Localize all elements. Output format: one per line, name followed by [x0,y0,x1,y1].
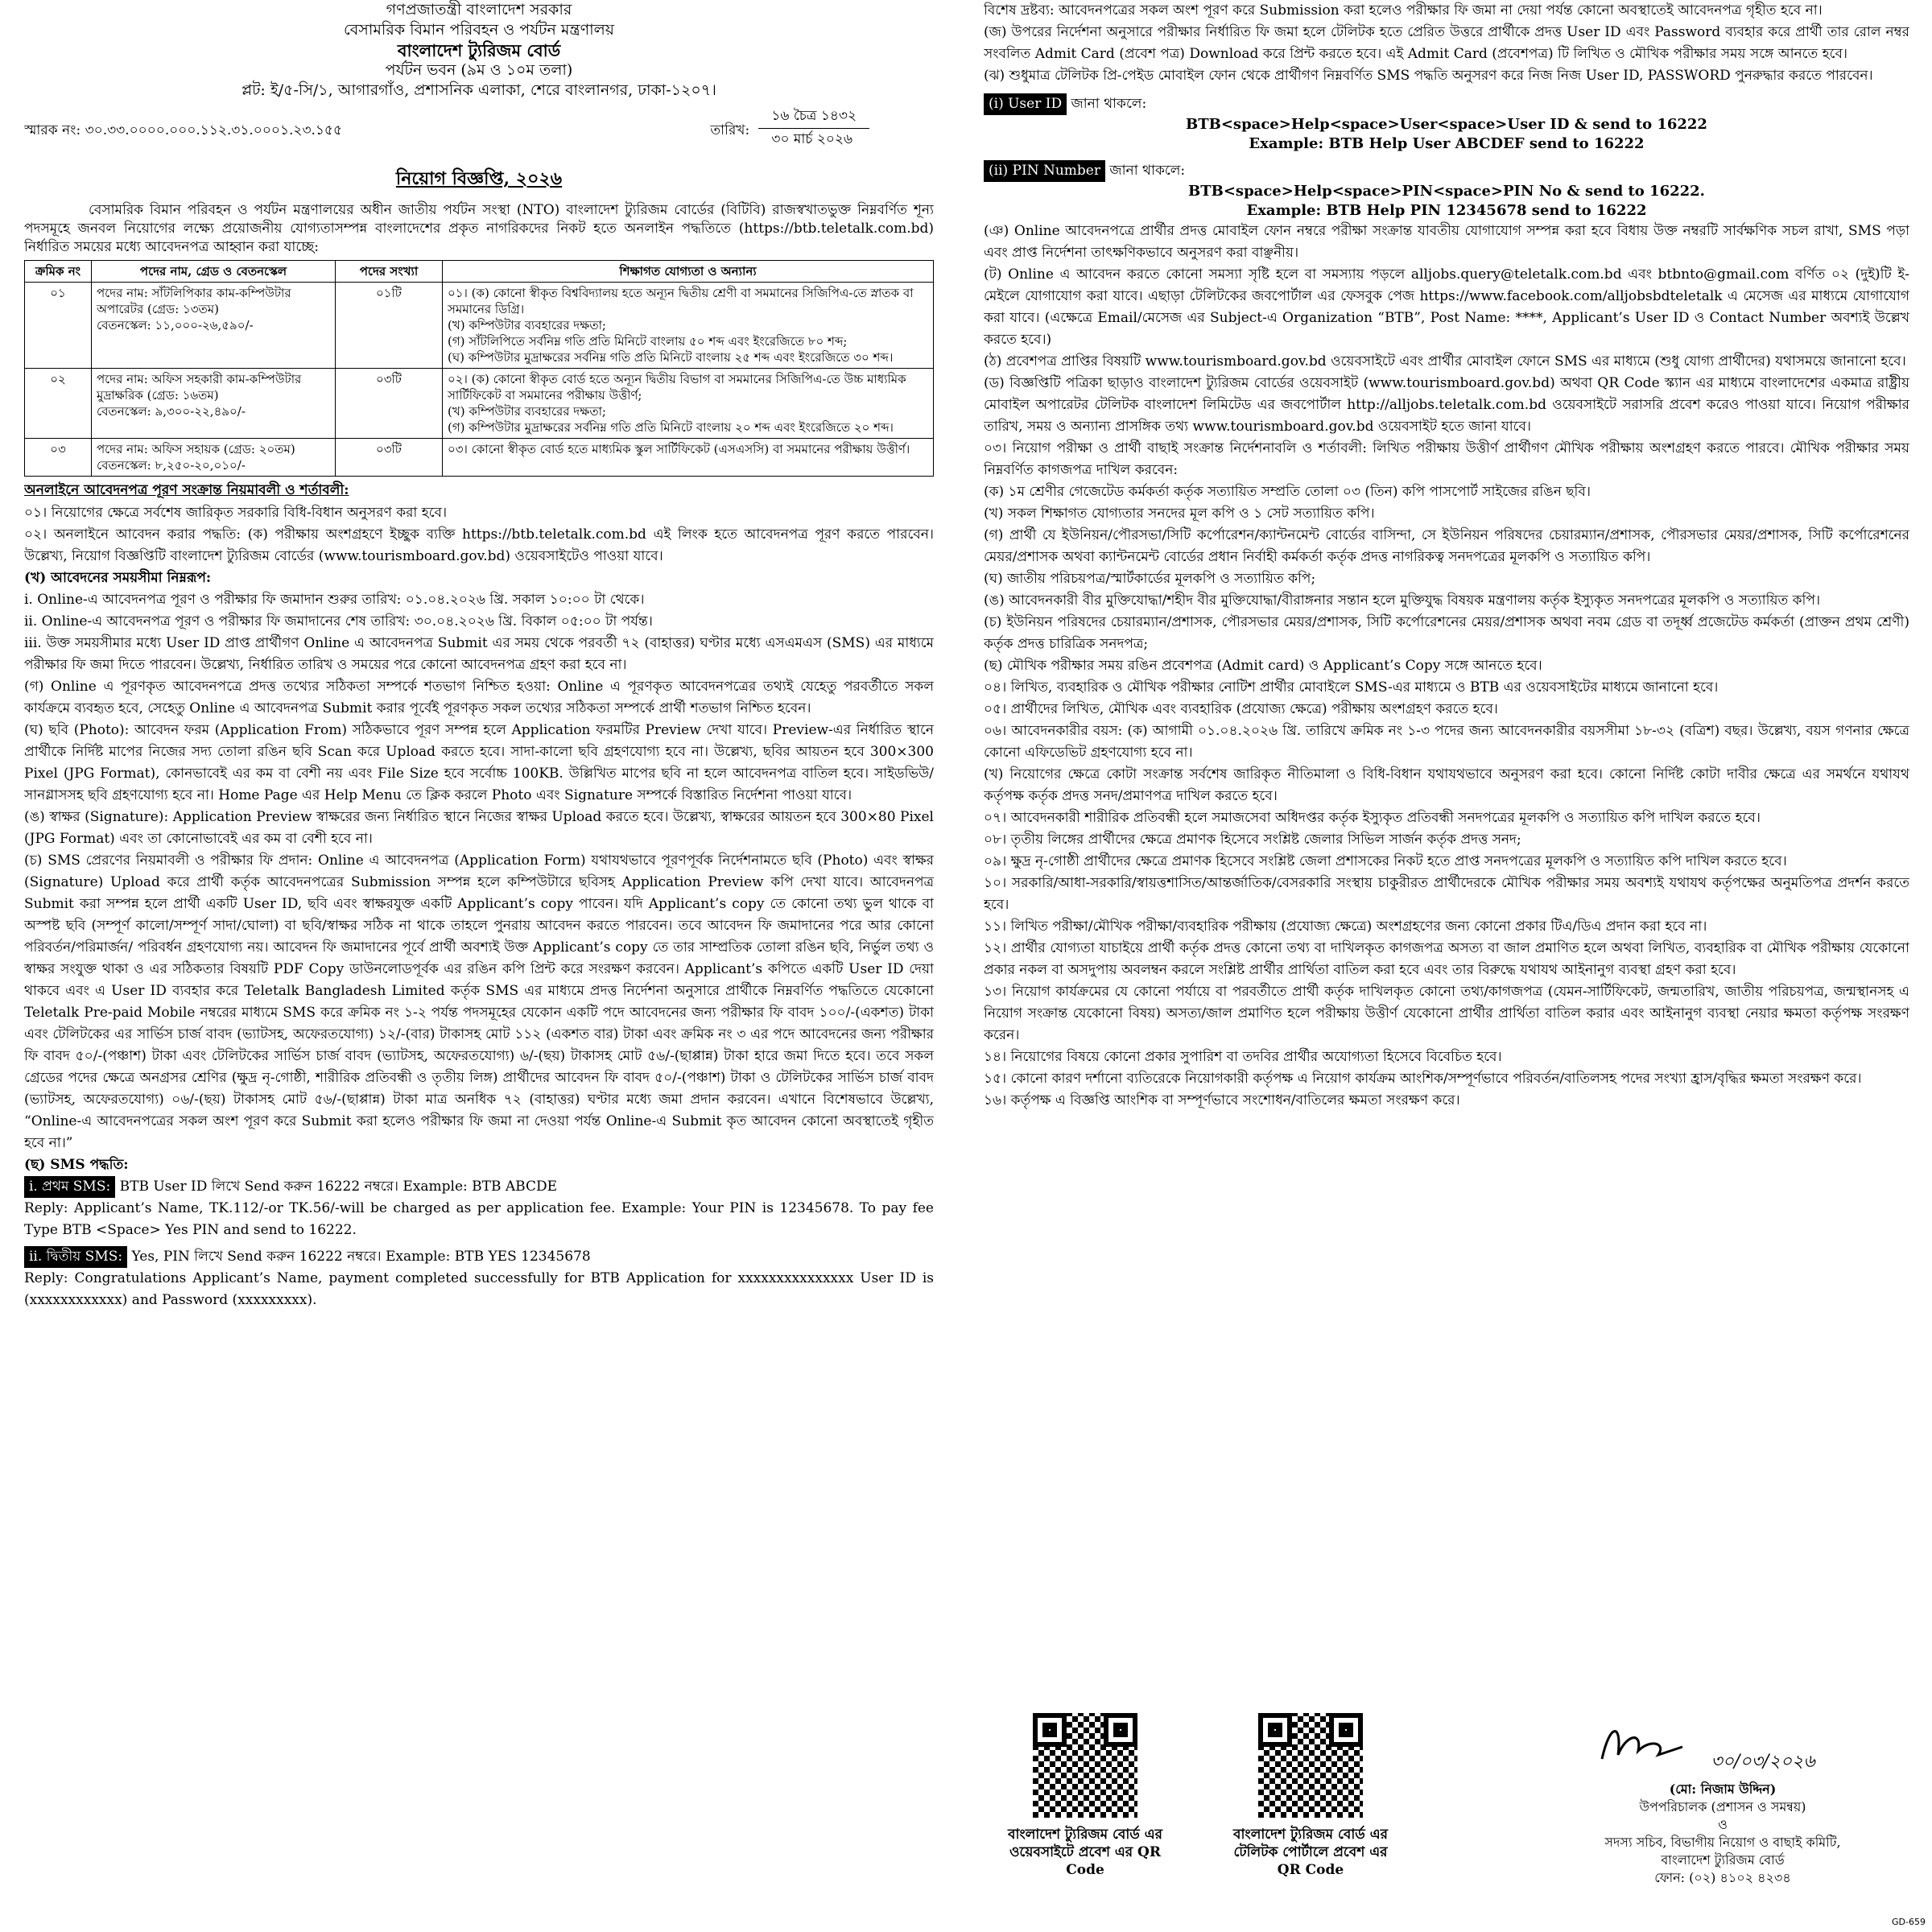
term-02: ০২। অনলাইনে আবেদন করার পদ্ধতি: (ক) পরীক্ষায় অংশগ্রহণে ইচ্ছুক ব্যক্তি https://btb.teletalk.com.bd এই লিংক হতে আবেদনপত্র পূরণ করতে পারবেন। উল্লেখ্য, নিয়োগ বিজ্ঞপ্তিটি বাংলাদেশ ট্যুরিজম বোর্ডের (www.tourismboard.gov.bd) ওয়েবসাইটেও পাওয়া যাবে। [24,526,934,564]
term-13: ১৩। নিয়োগ কার্যক্রমের যে কোনো পর্যায়ে বা পরবর্তীতে প্রার্থী কর্তৃক দাখিলকৃত কোনো তথ্য/কাগজপত্র (যেমন-সার্টিফিকেট, জন্মতারিখ, জাতীয় পরিচয়পত্র, জন্মস্থানসহ এ নিয়োগ সংক্রান্ত যেকোনো বিষয়) অসত্য/জাল প্রমাণিত হলে পরীক্ষায় উত্তীর্ণ যেকোনো প্রার্থীর প্রার্থিতা বাতিল করার এবং আইনানুগ ব্যবস্থা নেয়ার ক্ষমতা কর্তৃপক্ষ সংরক্ষণ করেন। [984,984,1909,1043]
letterhead [24,0,934,101]
term-kh-i: i. Online-এ আবেদনপত্র পূরণ ও পরীক্ষার ফি জমাদান শুরুর তারিখ: ০১.০৪.২০২৬ খ্রি. সকাল ১০:০০ টা থেকে। [24,592,645,608]
left-terms [24,480,934,1311]
userid-command: BTB<space>Help<space>User<space>User ID & send to 16222 [1186,116,1707,133]
col-post: পদের নাম, গ্রেড ও বেতনস্কেল [92,261,336,283]
signatory-name: (মো: নিজাম উদ্দিন) [1669,1781,1777,1797]
row-qualification [443,439,934,477]
qual-line: (ঘ) কম্পিউটার মুদ্রাক্ষরের সর্বনিম্ন গতি প্রতি মিনিটে বাংলায় ২৫ শব্দ এবং ইংরেজিতে ৩০ শব্দ। [448,350,894,365]
col-serial: ক্রমিক নং [25,261,92,283]
qr-caption-website: বাংলাদেশ ট্যুরিজম বোর্ড এর ওয়েবসাইটে প্রবেশ এর QR Code [1007,1827,1163,1878]
sms-second-reply: Reply: Congratulations Applicant’s Name, payment completed successfully for BTB Application for xxxxxxxxxxxxxxx User ID is (xxxxxxxxxxxx) and Password (xxxxxxxxx). [24,1270,934,1308]
term-nya: (ঞ) Online আবেদনপত্রে প্রার্থীর প্রদত্ত মোবাইল ফোন নম্বরে পরীক্ষা সংক্রান্ত যাবতীয় যোগাযোগ সম্পন্ন করা হবে বিধায় উক্ত নম্বরটি সার্বক্ষণিক সচল রাখা, SMS পড়া এবং প্রাপ্ত নির্দেশনা তাৎক্ষণিকভাবে অনুসরণ করা বাঞ্ছনীয়। [984,223,1909,261]
term-06-kh: (খ) নিয়োগের ক্ষেত্রে কোটা সংক্রান্ত সর্বশেষ জারিকৃত নীতিমালা ও বিধি-বিধান যথাযথভাবে অনুসরণ করা হবে। কোনো নির্দিষ্ট কোটা দাবীর ক্ষেত্রে এর সমর্থনে যথাযথ কর্তৃপক্ষ কর্তৃক প্রদত্ত সনদ/প্রমাণপত্র দাখিল করতে হবে। [984,766,1909,804]
term-03-ch: (চ) ইউনিয়ন পরিষদের চেয়ারম্যান/প্রশাসক, পৌরসভার মেয়র/প্রশাসক, সিটি কর্পোরেশনের মেয়র/প্রশাসক অথবা নবম গ্রেড বা তদূর্ধ্ব প্রজেটেড কর্মকর্তা (প্রাক্তন প্রথম শ্রেণী) কর্তৃক প্রদত্ত চারিত্রিক সনদপত্র; [984,614,1909,652]
qual-line: ০২। (ক) কোনো স্বীকৃত বোর্ড হতে অন্যূন দ্বিতীয় বিভাগ বা সমমানের সিজিপিএ-তে উচ্চ মাধ্যমিক সার্টিফিকেট বা সমমানের পরীক্ষায় উত্তীর্ণ; [448,372,906,402]
qual-line: (খ) কম্পিউটার ব্যবহারের দক্ষতা; [448,404,606,419]
term-cha-sms-fee: (চ) SMS প্রেরণের নিয়মাবলী ও পরীক্ষার ফি প্রদান: Online এ আবেদনপত্র (Application Form) যথাযথভাবে পূরণপূর্বক নির্দেশনামতে ছবি (Photo) এবং স্বাক্ষর (Signature) Upload করে প্রার্থী কর্তৃক আবেদনপত্রের Submission সম্পন্ন হলে কম্পিউটারে ছবিসহ Application Preview কপি দেখা যাবে। আবেদনপত্র Submit করা সম্পন্ন হলে প্রার্থী একটি User ID, ছবি এবং স্বাক্ষরযুক্ত একটি Applicant’s copy পাবেন। যদি Applicant’s copy তে কোনো তথ্য ভুল থাকে বা অস্পষ্ট ছবি (সম্পূর্ণ কালো/সম্পূর্ণ সাদা/ঘোলা) বা ছবি/স্বাক্ষর সঠিক না থাকে তাহলে পুনরায় আবেদন করতে পারবেন। তবে আবেদন ফি জমাদানের পরে আর কোনো পরিবর্তন/পরিমার্জন/ পরিবর্ধন গ্রহণযোগ্য নয়। আবেদন ফি জমাদানের পূর্বে প্রার্থী অবশ্যই উক্ত Applicant’s copy তে তার সাম্প্রতিক তোলা রঙিন ছবি, নির্ভুল তথ্য ও স্বাক্ষর সংযুক্ত থাকা ও এর সঠিকতার বিষয়টি PDF Copy ডাউনলোডপূর্বক এর রঙিন কপি প্রিন্ট করে সংরক্ষণ করবেন। Applicant’s কপিতে একটি User ID দেয়া থাকবে এবং এ User ID ব্যবহার করে Teletalk Bangladesh Limited কর্তৃক SMS এর মাধ্যমে প্রদত্ত নির্দেশনা অনুসারে প্রার্থীকে নিম্নবর্ণিত পদ্ধতিতে যেকোনো Teletalk Pre-paid Mobile নম্বরের মাধ্যমে SMS করে ক্রমিক নং ১-২ পর্যন্ত পদসমূহের যেকোন একটি পদে আবেদনের জন্য পরীক্ষার ফি বাবদ ১০০/-(একশত) টাকা এবং টেলিটকের এর সার্ভিস চার্জ বাবদ (ভ্যাটসহ, অফেরতযোগ্য) ১২/-(বার) টাকাসহ মোট ১১২ (একশত বার) টাকা এবং ক্রমিক নং ৩ এর পদে আবেদনের জন্য পরীক্ষার ফি বাবদ ৫০/-(পঞ্চাশ) টাকা এবং টেলিটকের সার্ভিস চার্জ বাবদ (ভ্যাটসহ, অফেরতযোগ্য) ৬/-(ছয়) টাকাসহ মোট ৫৬/-(ছাপ্পান্ন) টাকা হারে জমা দিতে হবে। তবে সকল গ্রেডের পদের ক্ষেত্রে অনগ্রসর শ্রেণির (ক্ষুদ্র নৃ-গোষ্ঠী, শারীরিক প্রতিবন্ধী ও তৃতীয় লিঙ্গ) প্রার্থীদের আবেদন ফি বাবদ ৫০/-(পঞ্চাশ) টাকা ও টেলিটকের সার্ভিস চার্জ বাবদ (ভ্যাটসহ, অফেরতযোগ্য) ০৬/-(ছয়) টাকাসহ মোট ৫৬/-(ছাপ্পান্ন) টাকা মাত্র অনধিক ৭২ (বাহাত্তর) ঘণ্টার মধ্যে জমা প্রদান করবেন। এখানে বিশেষভাবে উল্লেখ্য, “Online-এ আবেদনপত্রের সকল অংশ পূরণ করে Submit করা হলেও পরীক্ষার ফি জমা না দেওয়া পর্যন্ত Online-এ Submit কৃত আবেদন কোনো অবস্থাতেই গৃহীত হবে না।” [24,852,934,1151]
col-count: পদের সংখ্যা [336,261,443,283]
term-09: ০৯। ক্ষুদ্র নৃ-গোষ্ঠী প্রার্থীদের ক্ষেত্রে প্রমাণক হিসেবে সংশ্লিষ্ট জেলা প্রশাসকের নিকট হতে প্রাপ্ত সনদপত্রের মূলকপি ও সত্যায়িত কপি দাখিল করতে হবে। [984,853,1787,869]
term-03-k: (ক) ১ম শ্রেণীর গেজেটেড কর্মকর্তা কর্তৃক সত্যায়িত সম্প্রতি তোলা ০৩ (তিন) কপি পাসপোর্ট সাইজের রঙিন ছবি। [984,484,1591,500]
row-qualification [443,283,934,369]
term-03-gh: (ঘ) জাতীয় পরিচয়পত্র/স্মার্টকার্ডের মূলকপি ও সত্যায়িত কপি; [984,571,1316,587]
table-row [25,369,934,439]
term-tha: (ঠ) প্রবেশপত্র প্রাপ্তির বিষয়টি www.tourismboard.gov.bd ওয়েবসাইটে এবং প্রার্থীর মোবাইল ফোনে SMS এর মাধ্যমে (শুধু যোগ্য প্রার্থীদের) যথাসময়ে জানানো হবে। [984,353,1906,369]
table-row [25,439,934,477]
term-umo-signature: (ঙ) স্বাক্ষর (Signature): Application Preview স্বাক্ষরের জন্য নির্ধারিত স্থানে নিজের স্বাক্ষর Upload করতে হবে। উল্লেখ্য, স্বাক্ষরের আয়তন হবে 300×80 Pixel (JPG Format) এবং তা কোনোভাবেই এর কম বা বেশী হবে না। [24,809,934,847]
term-05: ০৫। প্রার্থীদের লিখিত, মৌখিক এবং ব্যবহারিক (প্রযোজ্য ক্ষেত্রে) পরীক্ষায় অংশগ্রহণ করতে হবে। [984,701,1498,717]
building-name: পর্যটন ভবন (৯ম ও ১০ম তলা) [385,61,573,79]
vacancy-table [24,260,934,477]
term-jha2: (ঝ) শুধুমাত্র টেলিটক প্রি-পেইড মোবাইল ফোন থেকে প্রার্থীগণ নিম্নবর্ণিত SMS পদ্ধতি অনুসরণ করে নিজ নিজ User ID, PASSWORD পুনরুদ্ধার করতে পারবেন। [984,68,1873,84]
term-ga: (গ) Online এ পূরণকৃত আবেদনপত্রে প্রদত্ত তথ্যের সঠিকতা সম্পর্কে শতভাগ নিশ্চিত হওয়া: Online এ পূরণকৃত আবেদনপত্রের তথ্যই যেহেতু পরবর্তীতে সকল কার্যক্রমে ব্যবহৃত হবে, সেহেতু Online এ আবেদনপত্র Submit করার পূর্বেই পূরণকৃত সকল তথ্যের সঠিকতা সম্পর্কে প্রার্থী শতভাগ নিশ্চিত হবেন। [24,679,934,716]
term-15: ১৫। কোনো কারণ দর্শানো ব্যতিরেকে নিয়োগকারী কর্তৃপক্ষ এ নিয়োগ কার্যক্রম আংশিক/সম্পূর্ণভাবে পরিবর্তন/বাতিলসহ পদের সংখ্যা হ্রাস/বৃদ্ধির ক্ষমতা সংরক্ষণ করে। [984,1071,1862,1087]
terms-heading: অনলাইনে আবেদনপত্র পূরণ সংক্রান্ত নিয়মাবলী ও শর্তাবলী: [24,482,349,498]
term-03-g: (গ) প্রার্থী যে ইউনিয়ন/পৌরসভা/সিটি কর্পোরেশন/ক্যান্টনমেন্ট বোর্ডের বাসিন্দা, সে ইউনিয়ন পরিষদের চেয়ারম্যান/প্রশাসক, পৌরসভার মেয়র/প্রশাসক, সিটি কর্পোরেশনের মেয়র/প্রশাসক অথবা ক্যান্টনমেন্ট বোর্ডের প্রধান নির্বাহী কর্মকর্তা কর্তৃক প্রদত্ত নাগরিকত্ব সনদপত্রের মূলকপি ও সত্যায়িত কপি। [984,527,1909,565]
post-name: পদের নাম: সাঁটলিপিকার কাম-কম্পিউটার অপারেটর (গ্রেড: ১৩তম) [97,286,291,316]
term-gha-photo: (ঘ) ছবি (Photo): আবেদন ফরম (Application From) সঠিকভাবে পূরণ সম্পন্ন হলে Application ফরমটির Preview দেখা যাবে। Preview-এর নির্ধারিত স্থানে প্রার্থীকে নির্দিষ্ট মাপের নিজের সদ্য তোলা রঙিন ছবি Scan করে Upload করতে হবে। সাদা-কালো ছবি গ্রহণযোগ্য হবে না। উল্লেখ্য, ছবির আয়তন হবে 300×300 Pixel (JPG Format), কোনভাবেই এর কম বা বেশী নয় এবং File Size হবে সর্বোচ্চ 100KB. উল্লিখিত মাপের ছবি না হলে আবেদনপত্র বাতিল হবে। সাইডভিউ/সানগ্লাসসহ ছবি গ্রহণযোগ্য হবে না। Home Page এর Help Menu তে ক্লিক করলে Photo এবং Signature সম্পর্কে বিস্তারিত নির্দেশনা পাওয়া যাবে। [24,722,934,803]
row-count: ০১টি [336,283,443,369]
notice-title: নিয়োগ বিজ্ঞপ্তি, ২০২৬ [395,168,563,189]
date-block [710,105,869,151]
post-name: পদের নাম: অফিস সহকারী কাম-কম্পিউটার মুদ্রাক্ষরিক (গ্রেড: ১৬তম) [97,372,302,402]
right-column [984,0,1909,1932]
term-07: ০৭। আবেদনকারী শারীরিক প্রতিবন্ধী হলে সমাজসেবা অধিদপ্তর কর্তৃক ইস্যুকৃত প্রতিবন্ধী সনদপত্রের মূলকপি ও সত্যায়িত কপি দাখিল করতে হবে। [984,810,1761,826]
table-header-row [25,261,934,283]
qual-line: ০১। (ক) কোনো স্বীকৃত বিশ্ববিদ্যালয় হতে অন্যূন দ্বিতীয় শ্রেণী বা সমমানের সিজিপিএ-তে স্নাতক বা সমমানের ডিগ্রি। [448,286,914,316]
left-column [24,0,934,1932]
term-06: ০৬। আবেদনকারীর বয়স: (ক) আগামী ০১.০৪.২০২৬ খ্রি. তারিখে ক্রমিক নং ১-৩ পদের জন্য আবেদনকারীর বয়সসীমা ১৮-৩২ (বত্রিশ) বছর। উল্লেখ্য, বয়স গণনার ক্ষেত্রে কোনো এফিডেভিট গ্রহণযোগ্য হবে না। [984,723,1909,761]
sms-first [24,1176,934,1198]
doc-code: GD-659 [1892,1917,1926,1927]
row-serial: ০১ [25,283,92,369]
signatory-phone: ফোন: (০২) ৪১০২ ৪২৩৪ [1654,1870,1791,1885]
userid-row [984,93,1909,115]
term-14: ১৪। নিয়োগের বিষয়ে কোনো প্রকার সুপারিশ বা তদবির প্রার্থীর অযোগ্যতা হিসেবে বিবেচিত হবে। [984,1049,1502,1065]
signatory-title-2: ও [1718,1817,1728,1832]
qr-code-teletalk[interactable] [1258,1713,1363,1818]
qual-line: (খ) কম্পিউটার ব্যবহারের দক্ষতা; [448,318,606,332]
row-serial: ০২ [25,369,92,439]
sms-first-label: i. প্রথম SMS: [24,1176,115,1198]
signature-block [1554,1781,1892,1887]
term-16: ১৬। কর্তৃপক্ষ এ বিজ্ঞপ্তি আংশিক বা সম্পূর্ণভাবে সংশোধন/বাতিলের ক্ষমতা সংরক্ষণ করে। [984,1092,1460,1108]
term-da: (ড) বিজ্ঞপ্তিটি পত্রিকা ছাড়াও বাংলাদেশ ট্যুরিজম বোর্ডের ওয়েবসাইট (www.tourismboard.gov.bd) অথবা QR Code স্ক্যান এর মাধ্যমে বাংলাদেশের একমাত্র রাষ্ট্রীয় মোবাইল অপারেটর টেলিটক বাংলাদেশ লিমিটেড এর জবপোর্টাল http://alljobs.teletalk.com.bd ওয়েবসাইটে সরাসরি প্রবেশ করেও পাওয়া যাবে। নিয়োগ পরীক্ষার তারিখ, সময় ও অন্যান্য প্রাসঙ্গিক তথ্য www.tourismboard.gov.bd ওয়েবসাইট হতে জানা যাবে। [984,375,1909,435]
col-qualification: শিক্ষাগত যোগ্যতা ও অন্যান্য [443,261,934,283]
term-kh-ii: ii. Online-এ আবেদনপত্র পূরণ ও পরীক্ষার ফি জমাদানের শেষ তারিখ: ৩০.০৪.২০২৬ খ্রি. বিকাল ০৫:০০ টা পর্যন্ত। [24,613,653,630]
memo-number: স্মারক নং: ৩০.৩৩.০০০০.০০০.১১২.৩১.০০০১.২৩.১৫৫ [24,122,342,138]
row-post [92,439,336,477]
term-03-ng: (ঙ) আবেদনকারী বীর মুক্তিযোদ্ধা/শহীদ বীর মুক্তিযোদ্ধা/বীরাঙ্গনার সন্তান হলে মুক্তিযুদ্ধ বিষয়ক মন্ত্রণালয় কর্তৃক ইস্যুকৃত সনদপত্রের মূলকপি ও সত্যায়িত কপি। [984,592,1821,609]
pin-command: BTB<space>Help<space>PIN<space>PIN No & send to 16222. [1188,183,1705,200]
term-kh-iii: iii. উক্ত সময়সীমার মধ্যে User ID প্রাপ্ত প্রার্থীগণ Online এ আবেদনপত্র Submit এর সময় থেকে পরবর্তী ৭২ (বাহাত্তর) ঘণ্টার মধ্যে এসএমএস (SMS) এর মাধ্যমে পরীক্ষার ফি জমা দিতে পারবেন। উল্লেখ্য, নির্ধারিত তারিখ ও সময়ের পরে কোনো আবেদনপত্র গ্রহণ করা হবে না। [24,635,934,673]
term-ta: (ট) Online এ আবেদন করতে কোনো সমস্যা সৃষ্টি হলে বা সমস্যায় পড়লে alljobs.query@teletalk.com.bd এবং btbnto@gmail.com বর্ণিত ০২ (দুই)টি ই-মেইলে যোগাযোগ করা যাবে। এছাড়া টেলিটকের জবপোর্টাল এর ফেসবুক পেজ https://www.facebook.com/alljobsbdteletalk এ মেসেজ এর মাধ্যমে যোগাযোগ করা যাবে। (এক্ষেত্রে Email/মেসেজ এর Subject-এ Organization “BTB”, Post Name: ****, Applicant’s User ID ও Contact Number অবশ্যই উল্লেখ করতে হবে।) [984,266,1909,348]
term-10: ১০। সরকারি/আধা-সরকারি/স্বায়ত্তশাসিত/আন্তর্জাতিক/বেসরকারি সংস্থায় চাকুরীরত প্রার্থীদেরকে মৌখিক পরীক্ষার সময় অবশ্যই যথাযথ কর্তৃপক্ষের অনুমতিপত্র প্রদর্শন করতে হবে। [984,875,1909,913]
row-post [92,369,336,439]
userid-example: Example: BTB Help User ABCDEF send to 16222 [1249,135,1645,152]
sms-first-reply: Reply: Applicant’s Name, TK.112/-or TK.56/-will be charged as per application fee. Example: Your PIN is 12345678. To pay fee Type BTB <Space> Yes PIN and send to 16222. [24,1200,934,1238]
term-kh-title: (খ) আবেদনের সময়সীমা নিম্নরূপ: [24,570,212,586]
special-note: বিশেষ দ্রষ্টব্য: আবেদনপত্রের সকল অংশ পূরণ করে Submission করা হলেও পরীক্ষার ফি জমা না দেয়া পর্যন্ত কোনো অবস্থাতেই আবেদনপত্র গৃহীত হবে না। [984,2,1823,19]
qual-line: ০৩। কোনো স্বীকৃত বোর্ড হতে মাধ্যমিক স্কুল সার্টিফিকেট (এসএসসি) বা সমমানের পরীক্ষায় উত্তীর্ণ। [448,442,910,456]
address: প্লট: ই/৫-সি/১, আগারগাঁও, প্রশাসনিক এলাকা, শেরে বাংলানগর, ঢাকা-১২০৭। [242,81,716,99]
qual-line: (গ) কম্পিউটার মুদ্রাক্ষরের সর্বনিম্ন গতি প্রতি মিনিটে বাংলায় ২০ শব্দ এবং ইংরেজিতে ২০ শব্দ। [448,420,894,435]
date-english: ৩০ মার্চ ২০২৬ [771,131,853,147]
qr-caption-teletalk: বাংলাদেশ ট্যুরিজম বোর্ড এর টেলিটক পোর্টালে প্রবেশ এর QR Code [1232,1827,1389,1878]
intro-paragraph: বেসামরিক বিমান পরিবহন ও পর্যটন মন্ত্রণালয়ের অধীন জাতীয় পর্যটন সংস্থা (NTO) বাংলাদেশ ট্যুরিজম বোর্ডের (বিটিবি) রাজস্বখাতভুক্ত নিম্নবর্ণিত শূন্য পদসমূহে জনবল নিয়োগের লক্ষ্যে প্রয়োজনীয় যোগ্যতাসম্পন্ন বাংলাদেশের প্রকৃত নাগরিকদের নিকট হতে অনলাইন পদ্ধতিতে (https://btb.teletalk.com.bd) নির্ধারিত সময়ের মধ্যে আবেদনপত্র আহ্বান করা যাচ্ছে: [24,202,934,255]
right-terms [984,0,1909,1112]
term-03-chh: (ছ) মৌখিক পরীক্ষার সময় রঙিন প্রবেশপত্র (Admit card) ও Applicant’s Copy সঙ্গে আনতে হবে। [984,658,1542,674]
signature-date: ৩০/০৩/২০২৬ [1711,1752,1815,1772]
signatory-title-4: বাংলাদেশ ট্যুরিজম বোর্ড [1661,1852,1785,1868]
pay-scale: বেতনস্কেল: ৮,২৫০-২০,০১০/- [97,458,246,473]
post-name: পদের নাম: অফিস সহায়ক (গ্রেড: ২০তম) [97,442,295,456]
row-qualification [443,369,934,439]
ministry-name: বেসামরিক বিমান পরিবহন ও পর্যটন মন্ত্রণালয় [344,21,614,39]
memo-row [24,105,934,154]
row-post [92,283,336,369]
row-count: ০৩টি [336,369,443,439]
org-name: বাংলাদেশ ট্যুরিজম বোর্ড [397,40,561,60]
pin-example: Example: BTB Help PIN 12345678 send to 16222 [1246,202,1647,219]
term-08: ০৮। তৃতীয় লিঙ্গের প্রার্থীদের ক্ষেত্রে প্রমাণক হিসেবে সংশ্লিষ্ট জেলার সিভিল সার্জন কর্তৃক প্রদত্ত সনদ; [984,832,1521,848]
term-01: ০১। নিয়োগের ক্ষেত্রে সর্বশেষ জারিকৃত সরকারি বিধি-বিধান অনুসরণ করা হবে। [24,505,448,521]
term-chha-title: (ছ) SMS পদ্ধতি: [24,1157,129,1173]
pin-suffix: জানা থাকলে: [1109,163,1186,179]
term-jha: (জ) উপরের নির্দেশনা অনুসারে পরীক্ষার নির্ধারিত ফি জমা হলে টেলিটক হতে প্রেরিত উত্তরে প্রার্থীকে প্রদত্ত User ID এবং Password ব্যবহার করে প্রার্থী তার রোল নম্বর সংবলিত Admit Card (প্রবেশ পত্র) Download করে প্রিন্ট করতে হবে। এই Admit Card (প্রবেশপত্র) টি লিখিত ও মৌখিক পরীক্ষার সময় সঙ্গে আনতে হবে। [984,24,1909,62]
pay-scale: বেতনস্কেল: ১১,০০০-২৬,৫৯০/- [97,318,254,332]
term-12: ১২। প্রার্থীর যোগ্যতা যাচাইয়ে প্রার্থী কর্তৃক প্রদত্ত কোনো তথ্য বা দাখিলকৃত কাগজপত্র অসত্য বা জাল প্রমাণিত হলে অথবা লিখিত, ব্যবহারিক বা মৌখিক পরীক্ষায় যেকোনো প্রকার নকল বা অসদুপায় অবলম্বন করলে সংশ্লিষ্ট প্রার্থীর প্রার্থিতা বাতিল করা হবে এবং তার বিরুদ্ধে যথাযথ আইনানুগ ব্যবস্থা গ্রহণ করা হবে। [984,940,1909,978]
qr-code-website[interactable] [1033,1713,1137,1818]
pin-row [984,160,1909,182]
pay-scale: বেতনস্কেল: ৯,৩০০-২২,৪৯০/- [97,404,246,419]
qual-line: (গ) সাঁটলিপিতে সর্বনিম্ন গতি প্রতি মিনিটে বাংলায় ৫০ শব্দ এবং ইংরেজিতে ৮০ শব্দ; [448,334,848,349]
date-bangla: ১৬ চৈত্র ১৪৩২ [758,105,869,129]
sms-second-text: Yes, PIN লিখে Send করুন 16222 নম্বরে। Example: BTB YES 12345678 [131,1249,591,1265]
row-count: ০৩টি [336,439,443,477]
row-serial: ০৩ [25,439,92,477]
term-04: ০৪। লিখিত, ব্যবহারিক ও মৌখিক পরীক্ষার নোটিশ প্রার্থীর মোবাইলে SMS-এর মাধ্যমে ও BTB এর ওয়েবসাইটের মাধ্যমে জানানো হবে। [984,679,1719,696]
table-row [25,283,934,369]
sms-second-label: ii. দ্বিতীয় SMS: [24,1246,127,1268]
term-03: ০৩। নিয়োগ পরীক্ষা ও প্রার্থী বাছাই সংক্রান্ত নির্দেশনাবলি ও শর্তাবলী: লিখিত পরীক্ষায় উত্তীর্ণ প্রার্থীগণ মৌখিক পরীক্ষায় অংশগ্রহণ করতে পারবে। মৌখিক পরীক্ষার সময় নিম্নবর্ণিত কাগজপত্র দাখিল করবেন: [984,440,1909,478]
sms-second [24,1246,934,1268]
signatory-title-1: উপপরিচালক (প্রশাসন ও সমন্বয়) [1639,1799,1806,1814]
pin-label: (ii) PIN Number [984,160,1105,182]
date-label: তারিখ: [710,122,750,138]
term-11: ১১। লিখিত পরীক্ষা/মৌখিক পরীক্ষা/ব্যবহারিক পরীক্ষায় (প্রযোজ্য ক্ষেত্রে) অংশগ্রহণের জন্য কোনো প্রকার টিএ/ডিএ প্রদান করা হবে না। [984,919,1707,935]
gov-name: গণপ্রজাতন্ত্রী বাংলাদেশ সরকার [386,1,572,19]
userid-suffix: জানা থাকলে: [1071,96,1147,112]
term-03-kh: (খ) সকল শিক্ষাগত যোগ্যতার সনদের মূল কপি ও ১ সেট সত্যায়িত কপি। [984,506,1375,522]
signatory-title-3: সদস্য সচিব, বিভাগীয় নিয়োগ ও বাছাই কমিটি, [1604,1835,1841,1850]
sms-first-text: BTB User ID লিখে Send করুন 16222 নম্বরে। Example: BTB ABCDE [119,1179,558,1195]
userid-label: (i) User ID [984,93,1067,115]
